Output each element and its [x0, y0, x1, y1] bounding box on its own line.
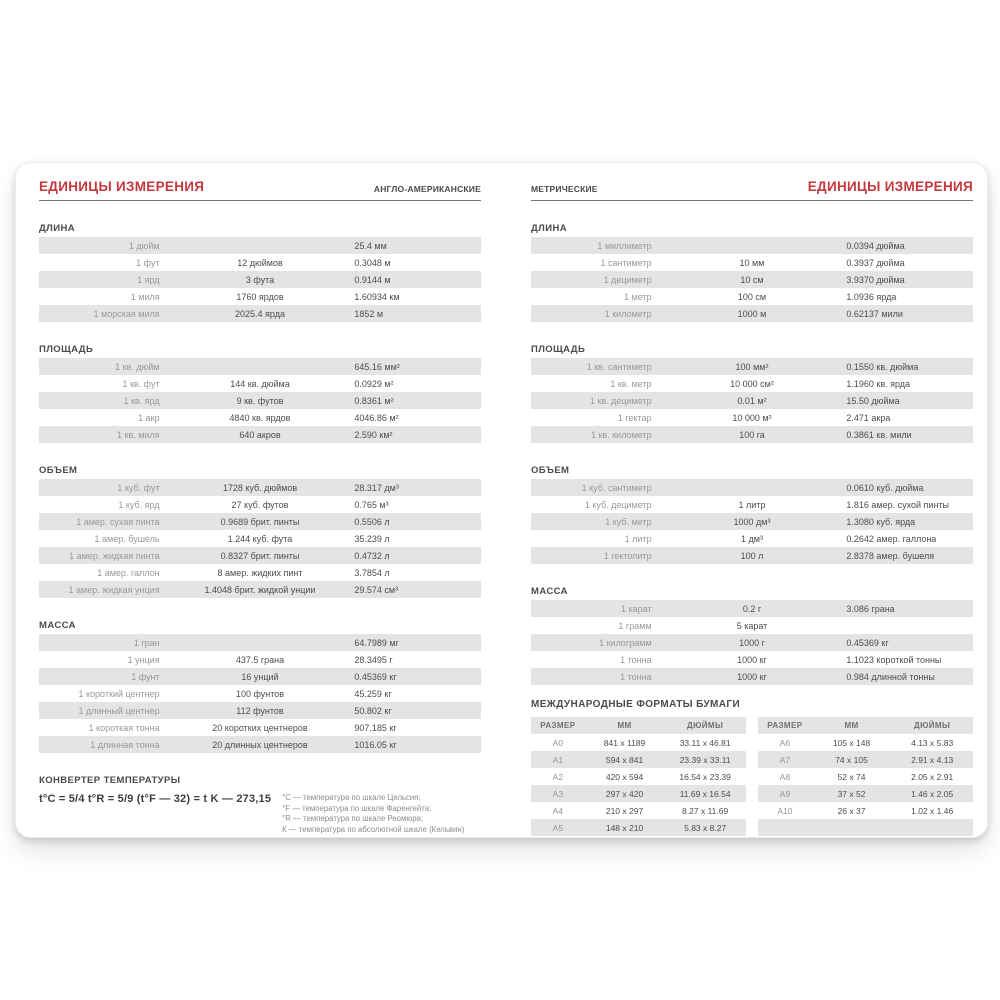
- table-cell: 1 миля: [130, 291, 160, 302]
- table-cell: 3.7854 л: [354, 567, 390, 578]
- table-cell: 0.3048 м: [354, 257, 391, 268]
- table-cell: 1 ярд: [137, 274, 160, 285]
- table-cell: 100 см: [737, 291, 767, 302]
- table-cell: 0.0394 дюйма: [846, 240, 905, 251]
- volume-imperial-table: [39, 479, 481, 598]
- temperature-converter-heading: КОНВЕРТЕР ТЕМПЕРАТУРЫ: [39, 775, 181, 786]
- table-cell: 1 километр: [604, 308, 652, 319]
- table-cell: A10: [777, 805, 793, 816]
- table-cell: 1 кв. дециметр: [589, 395, 652, 406]
- table-cell: 10 см: [740, 274, 764, 285]
- table-cell: 1.02 x 1.46: [911, 805, 954, 816]
- table-cell: 9 кв. футов: [236, 395, 284, 406]
- section-heading: ОБЪЕМ: [531, 465, 570, 476]
- table-cell: 841 x 1189: [603, 737, 646, 748]
- section-volume-metric: [531, 465, 973, 564]
- page-subtitle: МЕТРИЧЕСКИЕ: [531, 184, 598, 194]
- table-cell: 100 мм²: [735, 361, 769, 372]
- table-row: [39, 702, 481, 719]
- table-cell: A3: [552, 788, 564, 799]
- table-cell: 0.2642 амер. галлона: [846, 533, 937, 544]
- table-cell: A4: [552, 805, 564, 816]
- table-cell: 1.244 куб. фута: [227, 533, 293, 544]
- table-cell: 26 x 37: [837, 805, 866, 816]
- table-row: [531, 237, 973, 254]
- table-row: [531, 409, 973, 426]
- table-cell: 27 куб. футов: [231, 499, 289, 510]
- table-cell: A5: [552, 822, 564, 833]
- table-cell: 0.62137 мили: [846, 308, 903, 319]
- table-cell: 420 x 594: [605, 771, 644, 782]
- table-cell: 0.0929 м²: [354, 378, 394, 389]
- table-row: [39, 358, 481, 375]
- table-row: [39, 254, 481, 271]
- table-row: [531, 375, 973, 392]
- table-row: [39, 736, 481, 753]
- table-cell: 148 x 210: [605, 822, 644, 833]
- table-row: [531, 479, 973, 496]
- table-cell: 0.984 длинной тонны: [846, 671, 935, 682]
- page-title: ЕДИНИЦЫ ИЗМЕРЕНИЯ: [807, 179, 973, 194]
- table-cell: 1 гран: [133, 637, 160, 648]
- table-row: [39, 719, 481, 736]
- header-rule: [39, 200, 481, 201]
- table-cell: 1 амер. жидкая унция: [68, 584, 160, 595]
- table-row: [758, 802, 973, 819]
- table-cell: A7: [779, 754, 791, 765]
- mass-metric-table: [531, 600, 973, 685]
- table-cell: 1 гектолитр: [603, 550, 652, 561]
- table-cell: 0.3937 дюйма: [846, 257, 905, 268]
- table-row: [39, 426, 481, 443]
- table-row: [531, 802, 746, 819]
- table-cell: 8.27 x 11.69: [682, 805, 729, 816]
- table-cell: 1016.05 кг: [354, 739, 397, 750]
- paper-table-body: [531, 734, 746, 836]
- paper-table-a0-a5: [531, 717, 746, 836]
- table-cell: 1 гектар: [617, 412, 652, 423]
- paper-table-body: [758, 734, 973, 836]
- temperature-converter-body: [39, 793, 481, 835]
- table-row: [39, 288, 481, 305]
- table-cell: 1.1960 кв. ярда: [846, 378, 911, 389]
- table-cell: 112 фунтов: [236, 705, 284, 716]
- table-cell: 74 x 105: [835, 754, 868, 765]
- table-cell: 16 унций: [241, 671, 279, 682]
- table-row: [39, 237, 481, 254]
- table-cell: 3.086 грана: [846, 603, 895, 614]
- table-row: [39, 409, 481, 426]
- right-header: [531, 177, 973, 194]
- column-header-mm: ММ: [617, 721, 632, 730]
- table-cell: 1 тонна: [620, 654, 652, 665]
- section-heading: ПЛОЩАДЬ: [531, 344, 586, 355]
- table-cell: A8: [779, 771, 791, 782]
- table-cell: 1.3080 куб. ярда: [846, 516, 916, 527]
- table-cell: A6: [779, 737, 791, 748]
- table-cell: 1 амер. жидкая пинта: [69, 550, 160, 561]
- table-cell: 144 кв. дюйма: [230, 378, 290, 389]
- table-cell: 1 короткий центнер: [78, 688, 160, 699]
- table-row: [39, 668, 481, 685]
- table-cell: 1 миллиметр: [597, 240, 652, 251]
- table-row: [39, 547, 481, 564]
- table-cell: 1 длинный центнер: [78, 705, 160, 716]
- table-cell: 0.01 м²: [737, 395, 767, 406]
- table-cell: 4046.86 м²: [354, 412, 399, 423]
- table-row: [531, 634, 973, 651]
- table-cell: 1 литр: [738, 499, 766, 510]
- table-cell: 1 метр: [624, 291, 652, 302]
- column-header-mm: ММ: [844, 721, 859, 730]
- column-header-size: РАЗМЕР: [540, 721, 576, 730]
- table-cell: 37 x 52: [837, 788, 866, 799]
- table-row: [758, 768, 973, 785]
- table-cell: A1: [552, 754, 564, 765]
- header-rule: [531, 200, 973, 201]
- table-cell: 1 литр: [624, 533, 652, 544]
- table-cell: 2.590 км²: [354, 429, 393, 440]
- table-cell: 1.816 амер. сухой пинты: [846, 499, 950, 510]
- table-cell: 0.9689 брит. пинты: [220, 516, 300, 527]
- table-cell: 1 морская миля: [93, 308, 160, 319]
- table-row: [39, 305, 481, 322]
- right-page: [531, 177, 973, 837]
- table-row: [39, 479, 481, 496]
- table-cell: 52 x 74: [837, 771, 866, 782]
- temperature-note: К — температура по абсолютной шкале (Кельвин): [282, 824, 465, 834]
- section-heading: ПЛОЩАДЬ: [39, 344, 94, 355]
- column-header-inches: ДЮЙМЫ: [914, 721, 951, 730]
- left-page: [39, 177, 481, 837]
- column-header-inches: ДЮЙМЫ: [687, 721, 724, 730]
- column-header-size: РАЗМЕР: [767, 721, 803, 730]
- table-cell: 28.3495 г: [354, 654, 393, 665]
- table-cell: 1 короткая тонна: [88, 722, 160, 733]
- table-cell: 20 длинных центнеров: [212, 739, 308, 750]
- table-row: [531, 547, 973, 564]
- table-cell: 25.4 мм: [354, 240, 387, 251]
- volume-metric-table: [531, 479, 973, 564]
- table-row: [39, 634, 481, 651]
- table-cell: 0.765 м³: [354, 499, 389, 510]
- table-cell: 2.05 x 2.91: [911, 771, 954, 782]
- section-area-imperial: [39, 344, 481, 443]
- section-mass-metric: [531, 586, 973, 685]
- table-cell: 1 дм³: [741, 533, 763, 544]
- table-cell: 1 куб. ярд: [118, 499, 160, 510]
- left-header: [39, 177, 481, 194]
- area-imperial-table: [39, 358, 481, 443]
- table-cell: 1000 г: [739, 637, 765, 648]
- table-cell: 0.5506 л: [354, 516, 390, 527]
- mass-imperial-table: [39, 634, 481, 753]
- page-title: ЕДИНИЦЫ ИЗМЕРЕНИЯ: [39, 179, 205, 194]
- table-cell: 3 фута: [245, 274, 275, 285]
- table-cell: 1 кв. километр: [591, 429, 652, 440]
- section-length-metric: [531, 223, 973, 322]
- table-cell: 1 фут: [136, 257, 160, 268]
- table-cell: 1 унция: [127, 654, 160, 665]
- table-row: [758, 751, 973, 768]
- table-cell: 16.54 x 23.39: [679, 771, 731, 782]
- table-cell: 2.471 акра: [846, 412, 891, 423]
- paper-formats: [531, 699, 973, 836]
- table-row: [531, 271, 973, 288]
- table-row: [531, 768, 746, 785]
- length-imperial-table: [39, 237, 481, 322]
- table-cell: 100 га: [739, 429, 765, 440]
- table-row: [531, 254, 973, 271]
- table-cell: 5.83 x 8.27: [684, 822, 727, 833]
- table-cell: 1 амер. сухая пинта: [76, 516, 160, 527]
- section-heading: ОБЪЕМ: [39, 465, 78, 476]
- table-cell: 0.9144 м: [354, 274, 391, 285]
- table-cell: A2: [552, 771, 564, 782]
- table-cell: 0.4732 л: [354, 550, 390, 561]
- table-row: [39, 685, 481, 702]
- table-cell: 0.8327 брит. пинты: [220, 550, 300, 561]
- table-row: [758, 785, 973, 802]
- table-cell: 1 кв. дюйм: [115, 361, 160, 372]
- table-cell: 0.1550 кв. дюйма: [846, 361, 919, 372]
- table-cell: 1.0936 ярда: [846, 291, 897, 302]
- table-cell: 100 фунтов: [235, 688, 285, 699]
- table-row: [531, 668, 973, 685]
- table-cell: 297 x 420: [605, 788, 644, 799]
- table-cell: 1852 м: [354, 308, 384, 319]
- table-cell: 640 акров: [239, 429, 281, 440]
- table-cell: A9: [779, 788, 791, 799]
- table-cell: 1 куб. сантиметр: [581, 482, 652, 493]
- table-cell: 1.1023 короткой тонны: [846, 654, 942, 665]
- table-cell: 0.2 г: [742, 603, 762, 614]
- table-cell: 1 длинная тонна: [90, 739, 160, 750]
- table-cell: 1.46 x 2.05: [911, 788, 954, 799]
- table-cell: 1 килограмм: [599, 637, 652, 648]
- table-cell: 1000 кг: [737, 654, 767, 665]
- table-row: [531, 530, 973, 547]
- table-cell: 28.317 дм³: [354, 482, 399, 493]
- table-cell: 2.8378 амер. бушеля: [846, 550, 935, 561]
- table-cell: 3.9370 дюйма: [846, 274, 905, 285]
- table-cell: 907.185 кг: [354, 722, 397, 733]
- section-heading: ДЛИНА: [39, 223, 75, 234]
- table-cell: 0.0610 куб. дюйма: [846, 482, 924, 493]
- table-row: [39, 496, 481, 513]
- section-heading: МАССА: [531, 586, 568, 597]
- table-cell: 1 куб. фут: [117, 482, 160, 493]
- table-cell: 10 000 м²: [732, 412, 772, 423]
- table-cell: 1 сантиметр: [600, 257, 652, 268]
- table-cell: 1 кв. фут: [122, 378, 160, 389]
- table-cell: 0.3861 кв. мили: [846, 429, 912, 440]
- table-cell: 4840 кв. ярдов: [229, 412, 291, 423]
- table-cell: 1 кв. сантиметр: [586, 361, 652, 372]
- table-cell: 15.50 дюйма: [846, 395, 900, 406]
- table-cell: 1 грамм: [618, 620, 652, 631]
- table-cell: 1 куб. дециметр: [584, 499, 652, 510]
- table-row: [531, 513, 973, 530]
- table-cell: 645.16 мм²: [354, 361, 400, 372]
- table-cell: 1 амер. бушель: [94, 533, 160, 544]
- table-row: [531, 392, 973, 409]
- table-cell: 0.45369 кг: [354, 671, 397, 682]
- table-cell: 1760 ярдов: [236, 291, 284, 302]
- table-row: [531, 751, 746, 768]
- table-row: [39, 651, 481, 668]
- table-cell: 10 000 см²: [730, 378, 774, 389]
- table-cell: 105 x 148: [832, 737, 871, 748]
- temperature-note: °C — температура по шкале Цельсия;: [282, 793, 421, 802]
- table-cell: A0: [552, 737, 564, 748]
- temperature-converter: [39, 775, 481, 835]
- section-volume-imperial: [39, 465, 481, 598]
- table-cell: 594 x 841: [605, 754, 644, 765]
- section-mass-imperial: [39, 620, 481, 753]
- table-cell: 1 дюйм: [128, 240, 160, 251]
- table-row: [531, 288, 973, 305]
- table-cell: 1 куб. метр: [605, 516, 652, 527]
- table-cell: 23.39 x 33.11: [679, 754, 731, 765]
- table-cell: 437.5 грана: [235, 654, 285, 665]
- table-row: [39, 530, 481, 547]
- paper-table-a6-a10: [758, 717, 973, 836]
- temperature-note: °R — температура по шкале Реомюра;: [282, 814, 424, 823]
- table-cell: 1 тонна: [620, 671, 652, 682]
- table-cell: 1 акр: [138, 412, 160, 423]
- table-row: [39, 564, 481, 581]
- temperature-note: °F — температура по шкале Фаренгейта;: [282, 803, 432, 813]
- table-cell: 1 кв. миля: [117, 429, 160, 440]
- section-heading: МАССА: [39, 620, 76, 631]
- table-row: [39, 271, 481, 288]
- table-row: [531, 426, 973, 443]
- table-cell: 45.259 кг: [354, 688, 392, 699]
- paper-formats-heading: МЕЖДУНАРОДНЫЕ ФОРМАТЫ БУМАГИ: [531, 699, 741, 710]
- table-row: [531, 734, 746, 751]
- section-area-metric: [531, 344, 973, 443]
- table-row: [531, 600, 973, 617]
- table-row: [531, 496, 973, 513]
- section-length-imperial: [39, 223, 481, 322]
- table-cell: 29.574 см³: [354, 584, 399, 595]
- table-row: [531, 358, 973, 375]
- table-cell: 2.91 x 4.13: [911, 754, 954, 765]
- table-row: [758, 819, 973, 836]
- table-cell: 1 кв. ярд: [123, 395, 160, 406]
- table-cell: 1 дециметр: [603, 274, 652, 285]
- table-cell: 33.11 x 46.81: [679, 737, 731, 748]
- table-cell: 210 x 297: [605, 805, 644, 816]
- table-row: [531, 651, 973, 668]
- area-metric-table: [531, 358, 973, 443]
- table-cell: 1000 дм³: [733, 516, 771, 527]
- table-cell: 1 кв. метр: [610, 378, 652, 389]
- table-cell: 1.60934 км: [354, 291, 400, 302]
- table-row: [39, 392, 481, 409]
- table-cell: 35.239 л: [354, 533, 390, 544]
- table-cell: 64.7989 мг: [354, 637, 399, 648]
- reference-spread-page: [15, 162, 988, 838]
- table-cell: 8 амер. жидких пинт: [217, 567, 303, 578]
- paper-formats-tables: [531, 717, 973, 836]
- table-cell: 0.45369 кг: [846, 637, 889, 648]
- table-cell: 5 карат: [736, 620, 768, 631]
- paper-table-header: [531, 717, 746, 734]
- table-cell: 12 дюймов: [237, 257, 283, 268]
- table-cell: 1728 куб. дюймов: [222, 482, 298, 493]
- table-cell: 10 мм: [739, 257, 765, 268]
- table-cell: 1 амер. галлон: [97, 567, 160, 578]
- table-row: [758, 734, 973, 751]
- table-cell: 11.69 x 16.54: [679, 788, 731, 799]
- table-row: [39, 375, 481, 392]
- table-row: [531, 617, 973, 634]
- table-cell: 1 фунт: [131, 671, 160, 682]
- temperature-notes: [282, 793, 481, 835]
- table-row: [39, 581, 481, 598]
- paper-table-header: [758, 717, 973, 734]
- table-cell: 20 коротких центнеров: [212, 722, 308, 733]
- table-cell: 1000 кг: [737, 671, 767, 682]
- section-heading: ДЛИНА: [531, 223, 567, 234]
- table-cell: 2025.4 ярда: [235, 308, 285, 319]
- table-row: [531, 305, 973, 322]
- table-cell: 1000 м: [737, 308, 767, 319]
- page-subtitle: АНГЛО-АМЕРИКАНСКИЕ: [373, 184, 481, 194]
- length-metric-table: [531, 237, 973, 322]
- table-cell: 50.802 кг: [354, 705, 392, 716]
- table-cell: 1 карат: [621, 603, 652, 614]
- table-cell: 1.4048 брит. жидкой унции: [204, 584, 316, 595]
- table-row: [39, 513, 481, 530]
- temperature-formula: t°C = 5/4 t°R = 5/9 (t°F — 32) = t K — 273,15: [39, 793, 272, 805]
- table-row: [531, 819, 746, 836]
- table-row: [531, 785, 746, 802]
- table-cell: 4.13 x 5.83: [911, 737, 954, 748]
- table-cell: 100 л: [740, 550, 764, 561]
- table-cell: 0.8361 м²: [354, 395, 394, 406]
